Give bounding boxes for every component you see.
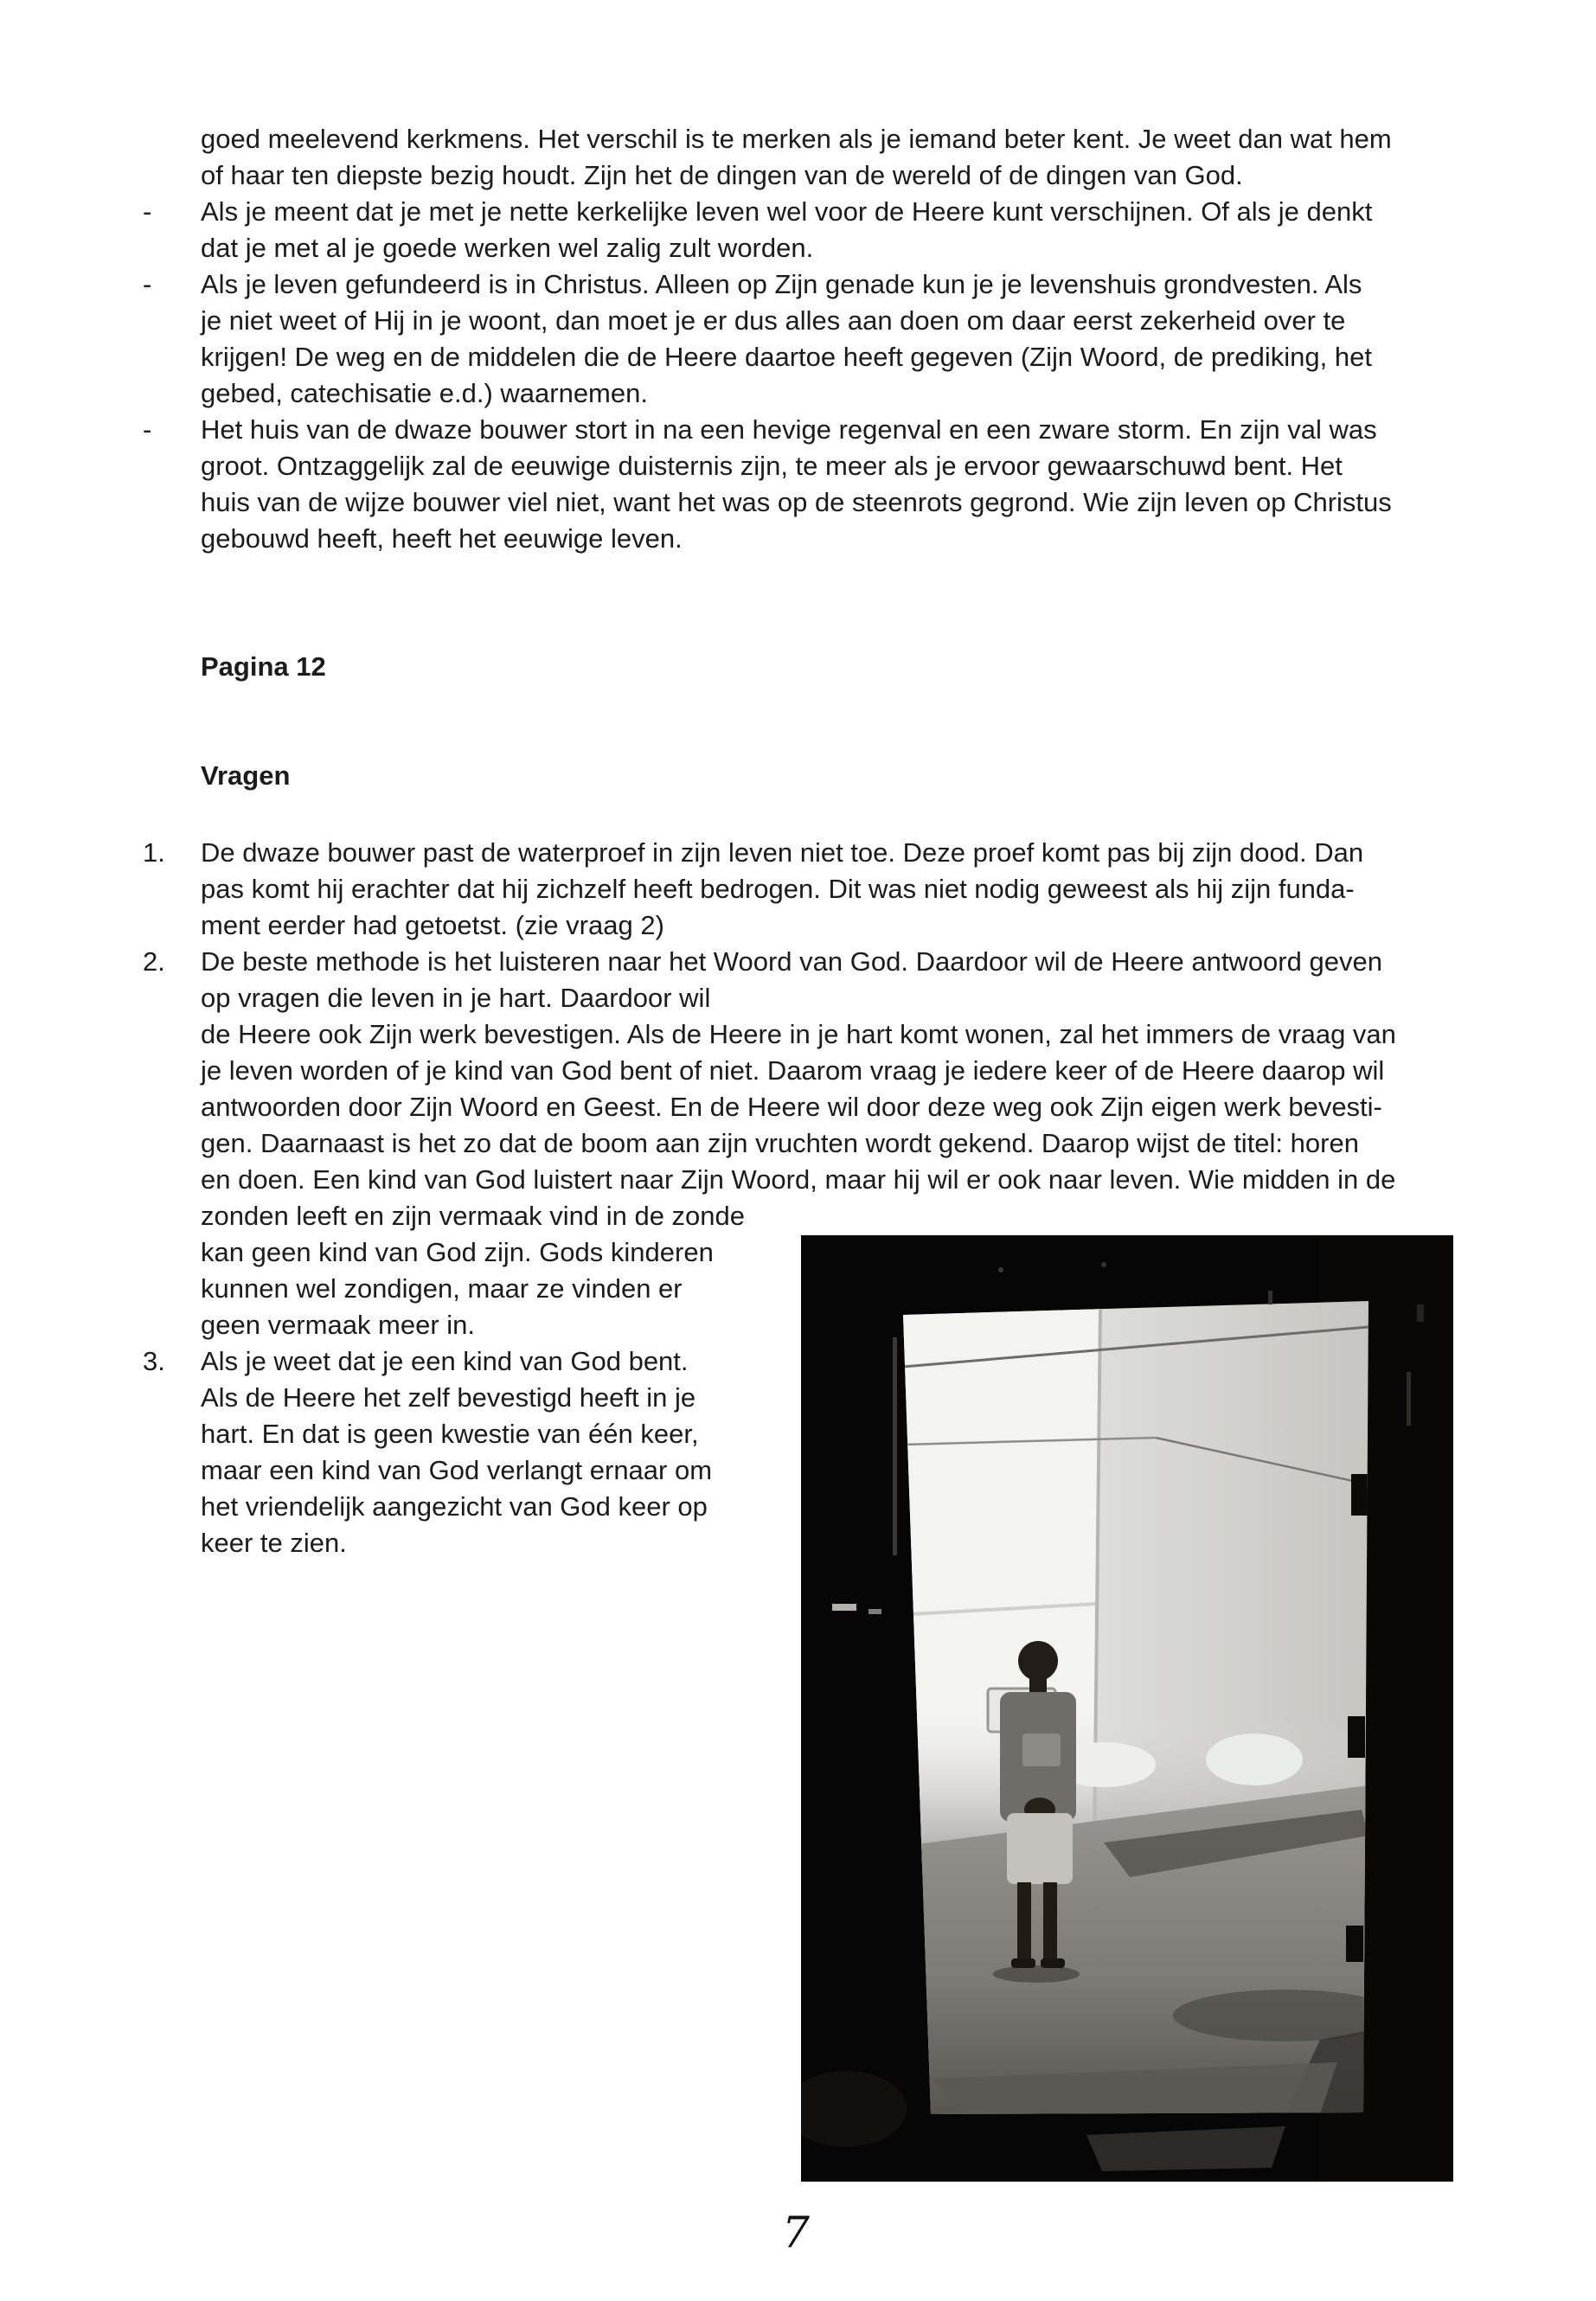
text-line: de Heere ook Zijn werk bevestigen. Als de Heere in je hart komt wonen, zal het immers de vraag van bbox=[201, 1019, 1396, 1049]
text-line: krijgen! De weg en de middelen die de Heere daartoe heeft gegeven (Zijn Woord, de prediking, het bbox=[201, 342, 1372, 372]
list-marker: 1. bbox=[143, 837, 165, 868]
intro-blocks bbox=[143, 121, 1464, 557]
list-marker: - bbox=[143, 196, 152, 227]
text-line: huis van de wijze bouwer viel niet, want het was op de steenrots gegrond. Wie zijn leven op Christus bbox=[201, 487, 1392, 517]
text-line: op vragen die leven in je hart. Daardoor wil bbox=[201, 983, 711, 1013]
text-block bbox=[201, 121, 1464, 194]
text-line: en doen. Een kind van God luistert naar Zijn Woord, maar hij wil er ook naar leven. Wie midden in de bbox=[201, 1164, 1396, 1195]
doorway-child-photo bbox=[801, 1235, 1453, 2182]
heading-vragen: Vragen bbox=[201, 760, 291, 791]
text-line: gebouwd heeft, heeft het eeuwige leven. bbox=[201, 523, 683, 554]
text-line: je niet weet of Hij in je woont, dan moet je er dus alles aan doen om daar eerst zekerheid over te bbox=[201, 305, 1346, 336]
text-line: antwoorden door Zijn Woord en Geest. En de Heere wil door deze weg ook Zijn eigen werk bevesti- bbox=[201, 1092, 1382, 1122]
text-line: gebed, catechisatie e.d.) waarnemen. bbox=[201, 378, 648, 408]
page-number: 7 bbox=[782, 2208, 810, 2258]
text-line: het vriendelijk aangezicht van God keer op bbox=[201, 1491, 708, 1522]
text-line: Het huis van de dwaze bouwer stort in na een hevige regenval en een zware storm. En zijn val was bbox=[201, 414, 1377, 445]
text-line: gen. Daarnaast is het zo dat de boom aan zijn vruchten wordt gekend. Daarop wijst de titel: horen bbox=[201, 1128, 1359, 1158]
text-line: Als je meent dat je met je nette kerkelijke leven wel voor de Heere kunt verschijnen. Of als je denkt bbox=[201, 196, 1373, 227]
text-line: pas komt hij erachter dat hij zichzelf heeft bedrogen. Dit was niet nodig geweest als hij zijn funda- bbox=[201, 874, 1355, 904]
text-block bbox=[143, 194, 1464, 266]
text-line: geen vermaak meer in. bbox=[201, 1310, 476, 1340]
text-line: keer te zien. bbox=[201, 1528, 347, 1558]
text-line: goed meelevend kerkmens. Het verschil is te merken als je iemand beter kent. Je weet dan wat hem bbox=[201, 124, 1392, 154]
text-line: kan geen kind van God zijn. Gods kinderen bbox=[201, 1237, 714, 1267]
text-line: De beste methode is het luisteren naar het Woord van God. Daardoor wil de Heere antwoord geven bbox=[201, 946, 1382, 977]
text-block bbox=[143, 835, 1464, 944]
text-line: ment eerder had getoetst. (zie vraag 2) bbox=[201, 910, 664, 940]
list-marker: 2. bbox=[143, 946, 165, 977]
text-line: dat je met al je goede werken wel zalig zult worden. bbox=[201, 233, 814, 263]
text-line: je leven worden of je kind van God bent of niet. Daarom vraag je iedere keer of de Heere daarop wil bbox=[201, 1055, 1385, 1086]
text-line: groot. Ontzaggelijk zal de eeuwige duisternis zijn, te meer als je ervoor gewaarschuwd bent. Het bbox=[201, 451, 1343, 481]
text-block bbox=[143, 266, 1464, 412]
text-line: maar een kind van God verlangt ernaar om bbox=[201, 1455, 713, 1485]
text-line: Als je leven gefundeerd is in Christus. Alleen op Zijn genade kun je je levenshuis grondvesten. Als bbox=[201, 269, 1362, 299]
text-line: of haar ten diepste bezig houdt. Zijn het de dingen van de wereld of de dingen van God. bbox=[201, 160, 1243, 190]
text-line: Als je weet dat je een kind van God bent. bbox=[201, 1346, 689, 1376]
text-line: hart. En dat is geen kwestie van één keer, bbox=[201, 1419, 699, 1449]
text-line: kunnen wel zondigen, maar ze vinden er bbox=[201, 1273, 683, 1304]
heading-pagina-12: Pagina 12 bbox=[201, 651, 326, 682]
text-line: zonden leeft en zijn vermaak vind in de zonde bbox=[201, 1201, 746, 1231]
text-block bbox=[143, 412, 1464, 557]
list-marker: 3. bbox=[143, 1346, 165, 1376]
text-line: De dwaze bouwer past de waterproef in zijn leven niet toe. Deze proef komt pas bij zijn dood. Dan bbox=[201, 837, 1364, 868]
text-line: Als de Heere het zelf bevestigd heeft in je bbox=[201, 1382, 696, 1413]
list-marker: - bbox=[143, 269, 152, 299]
list-marker: - bbox=[143, 414, 152, 445]
